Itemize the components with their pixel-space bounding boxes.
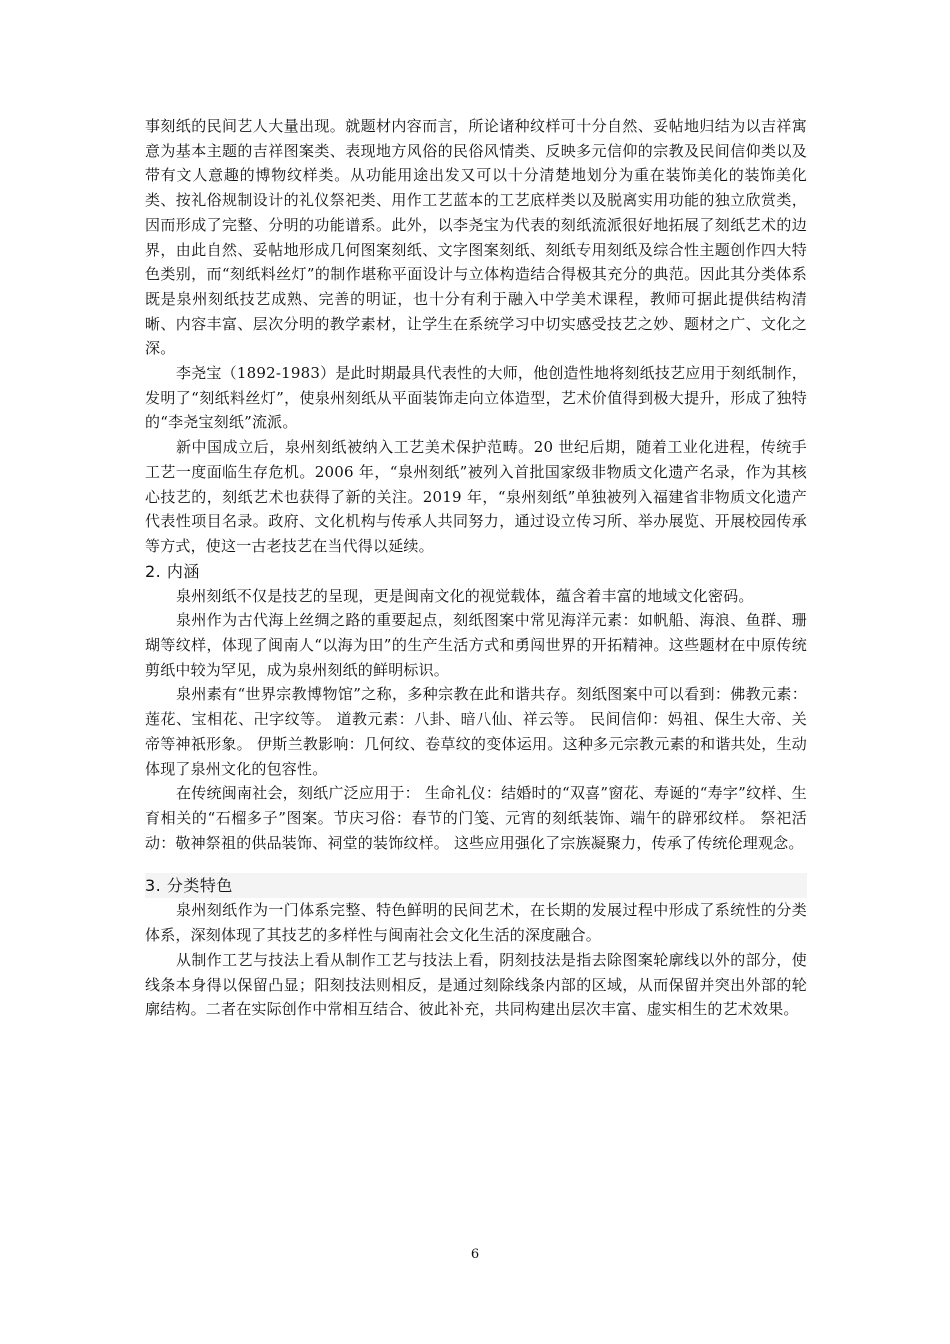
body-paragraph: 从制作工艺与技法上看从制作工艺与技法上看，阴刻技法是指去除图案轮廓线以外的部分，使线条本身得以保留凸显；阳刻技法则相反，是通过刻除线条内部的区域，从而保留并突出外部的轮廓结构。二者在实际创作中常相互结合、彼此补充，共同构建出层次丰富、虚实相生的艺术效果。 (145, 950, 807, 1019)
body-paragraph: 在传统闽南社会，刻纸广泛应用于： 生命礼仪：结婚时的“双喜”窗花、寿诞的“寿字”纹样、生育相关的“石榴多子”图案。节庆习俗：春节的门笺、元宵的刻纸装饰、端午的辟邪纹样。 祭祀活动：敬神祭祖的供品装饰、祠堂的装饰纹样。 这些应用强化了宗族凝聚力，传承了传统伦理观念。 (145, 784, 807, 852)
document-page (145, 114, 807, 1022)
section-heading-connotation: 2. 内涵 (145, 561, 200, 581)
body-paragraph: 泉州素有“世界宗教博物馆”之称，多种宗教在此和谐共存。刻纸图案中可以看到：佛教元素：莲花、宝相花、卍字纹等。 道教元素：八卦、暗八仙、祥云等。 民间信仰：妈祖、保生大帝、关帝等神祇形象。 伊斯兰教影响：几何纹、卷草纹的变体运用。这种多元宗教元素的和谐共处，生动体现了泉州文化的包容性。 (145, 685, 807, 778)
body-paragraph: 泉州刻纸作为一门体系完整、特色鲜明的民间艺术，在长期的发展过程中形成了系统性的分类体系，深刻体现了其技艺的多样性与闽南社会文化生活的深度融合。 (145, 901, 807, 945)
section-heading-classification: 3. 分类特色 (145, 873, 807, 898)
body-paragraph: 事刻纸的民间艺人大量出现。就题材内容而言，所论诸种纹样可十分自然、妥帖地归结为以吉祥寓意为基本主题的吉祥图案类、表现地方风俗的民俗风情类、反映多元信仰的宗教及民间信仰类以及带有文人意趣的博物纹样类。从功能用途出发又可以十分清楚地划分为重在装饰美化的装饰美化类、按礼俗规制设计的礼仪祭祀类、用作工艺蓝本的工艺底样类以及脱离实用功能的独立欣赏类，因而形成了完整、分明的功能谱系。此外，以李尧宝为代表的刻纸流派很好地拓展了刻纸艺术的边界，由此自然、妥帖地形成几何图案刻纸、文字图案刻纸、刻纸专用刻纸及综合性主题创作四大特色类别，而“刻纸料丝灯”的制作堪称平面设计与立体构造结合得极其充分的典范。因此其分类体系既是泉州刻纸技艺成熟、完善的明证，也十分有利于融入中学美术课程，教师可据此提供结构清晰、内容丰富、层次分明的教学素材，让学生在系统学习中切实感受技艺之妙、题材之广、文化之深。 (145, 117, 807, 358)
body-paragraph: 泉州作为古代海上丝绸之路的重要起点，刻纸图案中常见海洋元素：如帆船、海浪、鱼群、珊瑚等纹样，体现了闽南人“以海为田”的生产生活方式和勇闯世界的开拓精神。这些题材在中原传统剪纸中较为罕见，成为泉州刻纸的鲜明标识。 (145, 611, 807, 679)
body-paragraph: 李尧宝（1892-1983）是此时期最具代表性的大师，他创造性地将刻纸技艺应用于刻纸制作，发明了“刻纸料丝灯”，使泉州刻纸从平面装饰走向立体造型，艺术价值得到极大提升，形成了独特的“李尧宝刻纸”流派。 (145, 364, 807, 432)
body-paragraph: 新中国成立后，泉州刻纸被纳入工艺美术保护范畴。20 世纪后期，随着工业化进程，传统手工艺一度面临生存危机。2006 年，“泉州刻纸”被列入首批国家级非物质文化遗产名录，作为其核心技艺的，刻纸艺术也获得了新的关注。2019 年，“泉州刻纸”单独被列入福建省非物质文化遗产代表性项目名录。政府、文化机构与传承人共同努力，通过设立传习所、举办展览、开展校园传承等方式，使这一古老技艺在当代得以延续。 (145, 438, 807, 555)
page-number: 6 (470, 1247, 480, 1262)
body-paragraph: 泉州刻纸不仅是技艺的呈现，更是闽南文化的视觉载体，蕴含着丰富的地域文化密码。 (176, 586, 754, 605)
